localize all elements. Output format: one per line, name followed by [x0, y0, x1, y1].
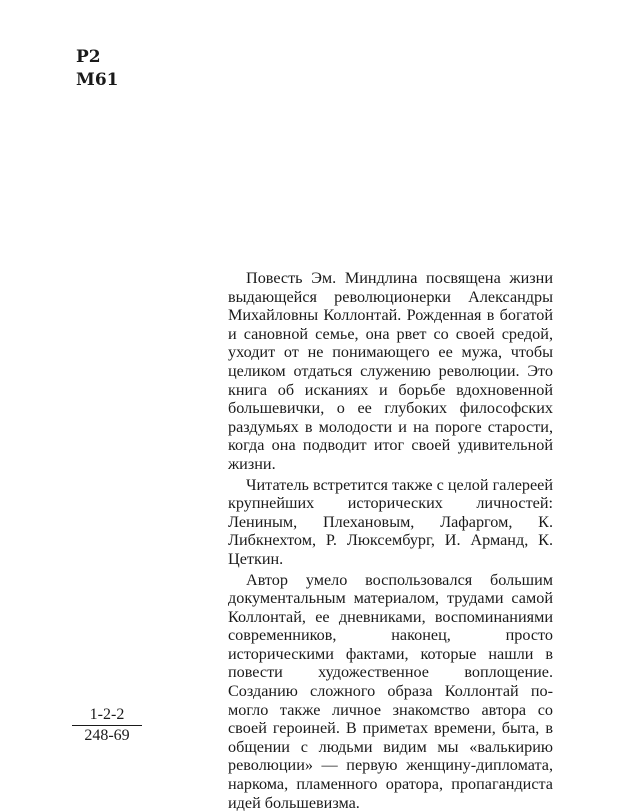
abstract-paragraph-1: Повесть Эм. Миндлина посвящена жизни выдающейся революционерки Александры Михайловны Коллонтай. Рожденная в богатой и сановной семье, она рвет со своей средой, уходит от не понимающего ее мужа, чтобы целиком отдаться служению революции. Это книга об исканиях и борьбе вдохновенной большевички, о ее глубоких философских раздумьях в молодости и на пороге старости, когда она подводит итог своей удивительной жизни. — [228, 269, 553, 474]
library-code-primary: Р2 — [76, 47, 101, 67]
catalog-index — [72, 706, 142, 745]
abstract-paragraph-3: Автор умело воспользовался большим документальным материалом, трудами самой Коллонтай, ее дневниками, воспоминаниями современников, наконец, просто историческими фактами, которые нашли в повести художественное воплощение. Созданию сложного образа Коллонтай помогло также личное знакомство автора со своей героиней. В приметах времени, быта, в общении с людьми видим мы «валькирию революции» — первую женщину-дипломата, наркома, пламенного оратора, пропагандиста идей большевизма. — [228, 571, 553, 812]
library-code-author: М61 — [76, 70, 118, 90]
catalog-index-numerator: 1-2-2 — [72, 706, 142, 725]
book-abstract — [228, 269, 553, 812]
abstract-paragraph-2: Читатель встретится также с целой галереей крупнейших исторических личностей: Лениным, Плехановым, Лафаргом, К. Либкнехтом, Р. Люксембург, И. Арманд, К. Цеткин. — [228, 476, 553, 569]
catalog-index-denominator: 248-69 — [72, 725, 142, 745]
